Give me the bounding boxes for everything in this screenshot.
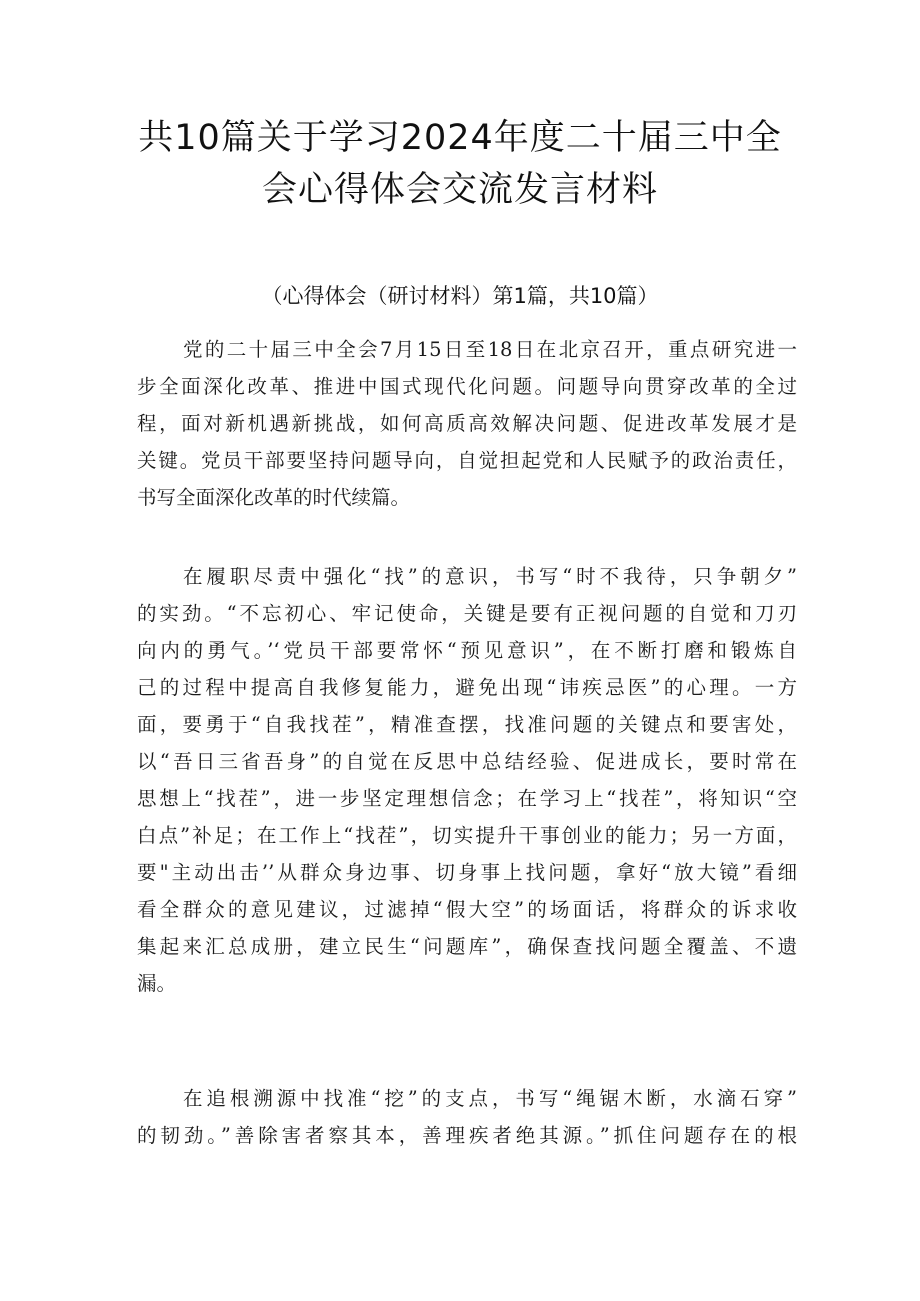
text-line: 要"主动出击’’从群众身边事、切身事上找问题，拿好“放大镜”看细 xyxy=(137,861,797,884)
text-line: 漏。 xyxy=(137,972,177,995)
text-line: 步全面深化改革、推进中国式现代化问题。问题导向贯穿改革的全过 xyxy=(137,375,797,398)
document-title xyxy=(130,112,790,216)
text-line: 关键。党员干部要坚持问题导向，自觉担起党和人民赋予的政治责任， xyxy=(137,449,797,472)
text-line: 在追根溯源中找准“挖”的支点，书写“绳锯木断，水滴石穿” xyxy=(183,1087,797,1110)
text-line: 思想上“找茬”，进一步坚定理想信念；在学习上“找茬”，将知识“空 xyxy=(137,787,797,810)
text-line: 党的二十届三中全会7月15日至18日在北京召开，重点研究进一 xyxy=(183,338,797,361)
text-line: 以“吾日三省吾身”的自觉在反思中总结经验、促进成长，要时常在 xyxy=(137,750,797,773)
paragraph xyxy=(137,331,797,516)
text-line: 的实劲。“不忘初心、牢记使命，关键是要有正视问题的自觉和刀刃 xyxy=(137,602,797,625)
text-line: 的韧劲。”善除害者察其本，善理疾者绝其源。”抓住问题存在的根 xyxy=(137,1124,797,1147)
paragraph xyxy=(137,558,797,1002)
text-line: 看全群众的意见建议，过滤掉“假大空”的场面话，将群众的诉求收 xyxy=(137,898,797,921)
document-subtitle: （心得体会（研讨材料）第1篇，共10篇） xyxy=(261,284,659,308)
text-line: 面，要勇于“自我找茬”，精准查摆，找准问题的关键点和要害处， xyxy=(137,713,797,736)
text-line: 集起来汇总成册，建立民生“问题库”，确保查找问题全覆盖、不遗 xyxy=(137,935,797,958)
text-line: 己的过程中提高自我修复能力，避免出现“讳疾忌医”的心理。一方 xyxy=(137,676,797,699)
title-line: 会心得体会交流发言材料 xyxy=(261,170,658,210)
text-line: 向内的勇气。’‘党员干部要常怀“预见意识”，在不断打磨和锻炼自 xyxy=(137,639,797,662)
text-line: 在履职尽责中强化“找”的意识，书写“时不我待，只争朝夕” xyxy=(183,565,797,588)
text-line: 白点”补足；在工作上“找茬”，切实提升干事创业的能力；另一方面， xyxy=(137,824,797,847)
text-line: 书写全面深化改革的时代续篇。 xyxy=(137,486,411,509)
text-line: 程，面对新机遇新挑战，如何高质高效解决问题、促进改革发展才是 xyxy=(137,412,797,435)
title-line: 共10篇关于学习2024年度二十届三中全 xyxy=(138,118,782,158)
paragraph xyxy=(137,1080,797,1154)
